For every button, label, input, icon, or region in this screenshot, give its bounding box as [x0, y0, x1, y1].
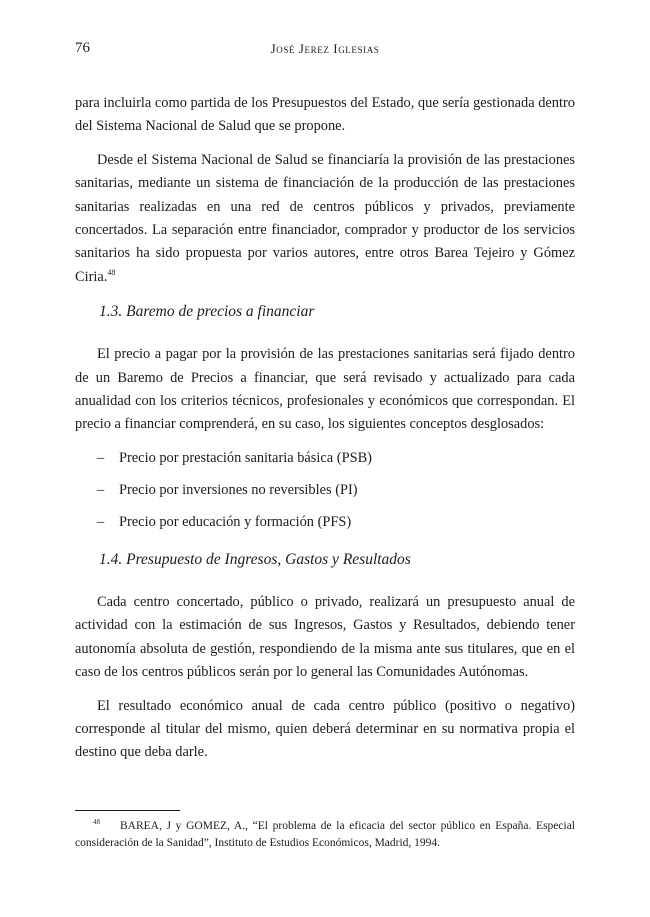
dash-bullet-icon: – [97, 449, 105, 466]
paragraph-1: para incluirla como partida de los Presupuestos del Estado, que sería gestionada dentro del Sistema Nacional de Salud que se propone. [75, 95, 575, 135]
page-body [75, 92, 575, 775]
section-heading-1-3: 1.3. Baremo de precios a financiar [99, 303, 315, 321]
list-item-text: Precio por inversiones no reversibles (PI) [119, 481, 358, 498]
footnote-reference[interactable]: 48 [107, 268, 116, 278]
page-number: 76 [75, 40, 90, 56]
page-header [75, 40, 575, 60]
dash-bullet-icon: – [97, 513, 105, 530]
concept-list [75, 447, 575, 533]
paragraph-2 [75, 149, 575, 289]
paragraph-5: El resultado económico anual de cada centro público (positivo o negativo) corresponde al titular del mismo, quien deberá determinar en su normativa propia el destino que deba darle. [75, 697, 575, 761]
list-item [75, 479, 575, 501]
list-item [75, 447, 575, 469]
paragraph-2-text: Desde el Sistema Nacional de Salud se financiaría la provisión de las prestaciones sanitarias, mediante un sistema de financiación de la producción de las prestaciones sanitarias realizadas en una red de centros públicos y privados, previamente concertados. La separación entre financiador, comprador y productor de los servicios sanitarios ha sido propuesta por varios autores, entre otros Barea Tejeiro y Gómez Ciria. [75, 151, 575, 285]
section-heading-1-4: 1.4. Presupuesto de Ingresos, Gastos y Resultados [99, 550, 411, 568]
dash-bullet-icon: – [97, 481, 105, 498]
list-item-text: Precio por prestación sanitaria básica (PSB) [119, 449, 372, 466]
footnote [75, 818, 575, 852]
list-item-text: Precio por educación y formación (PFS) [119, 513, 352, 530]
paragraph-4: Cada centro concertado, público o privado, realizará un presupuesto anual de actividad con la estimación de sus Ingresos, Gastos y Resultados, debiendo tener autonomía absoluta de gestión, respondiendo de la misma ante sus titulares, que en el caso de los centros públicos serán por lo general las Comunidades Autónomas. [75, 593, 575, 681]
running-head: José Jerez Iglesias [270, 41, 380, 56]
paragraph-3: El precio a pagar por la provisión de las prestaciones sanitarias será fijado dentro de un Baremo de Precios a financiar, que será revisado y actualizado para cada anualidad con los criterios técnicos, profesionales y económicos que correspondan. El precio a financiar comprenderá, en su caso, los siguientes conceptos desglosados: [75, 346, 575, 433]
list-item [75, 511, 575, 533]
footnote-divider [75, 810, 180, 811]
footnote-number: 48 [93, 818, 100, 827]
footnote-text: BAREA, J y GOMEZ, A., “El problema de la eficacia del sector público en España. Especial consideración de la Sanidad”, Instituto de Estudios Económicos, Madrid, 1994. [75, 820, 575, 849]
